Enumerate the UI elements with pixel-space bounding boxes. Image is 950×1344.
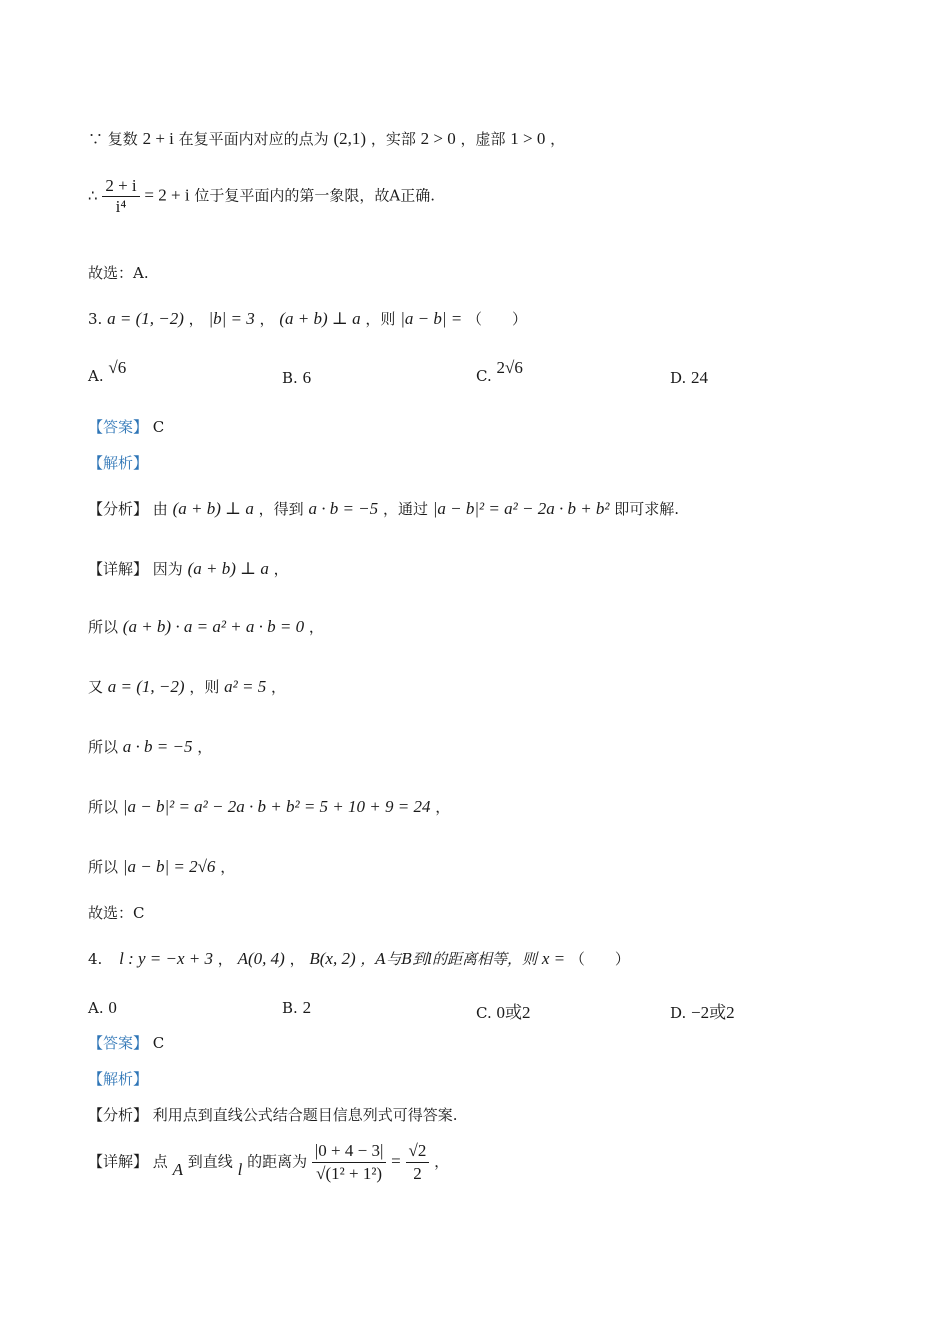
quadrant-text: 位于复平面内的第一象限，故A正确.	[194, 186, 435, 205]
complex-point-line	[88, 128, 565, 150]
q3-number: 3.	[88, 310, 103, 328]
q4-number: 4.	[88, 950, 103, 968]
fraction-numerator: 2 + i	[102, 176, 139, 197]
q3-xiangjie-6: 所以 |a − b| = 2√6 ，	[88, 857, 236, 876]
q3-option-d-value: 24	[691, 368, 709, 387]
q3-xiangjie-2: 所以 (a + b) · a = a² + a · b = 0 ，	[88, 617, 324, 636]
q3-option-a-value: √6	[108, 358, 127, 377]
q3-norm-b: |b| = 3	[208, 309, 255, 328]
fraction	[102, 176, 139, 217]
answer-tag: 【答案】	[88, 418, 149, 436]
fenxi-tag: 【分析】	[88, 500, 149, 518]
q3-option-d: D. 24	[670, 368, 709, 387]
q3-stem: 3. a = (1, −2) ， |b| = 3 ， (a + b) ⊥ a ，则 |a − b| = （ ）	[88, 309, 528, 328]
q4-xiangjie: 【详解】 点 A 到直线 l 的距离为 $\frac{|0 + 4 - 3|}{\text{√(1² + 1²)}}$ = $\frac{√2}{2}$ ，	[88, 1141, 450, 1183]
q4-answer	[88, 1032, 164, 1054]
q3-option-c-value: 2√6	[496, 358, 523, 377]
distance-fraction: $\frac{|0 + 4 - 3|}{\text{√(1² + 1²)}}$	[312, 1140, 386, 1185]
q3-xiangjie-4: 所以 a · b = −5 ，	[88, 737, 213, 756]
q3-xiangjie-3: 又 a = (1, −2) ，则 a² = 5 ，	[88, 677, 287, 696]
q3-answer	[88, 416, 164, 438]
answer-tag: 【答案】	[88, 1034, 149, 1052]
q3-option-a: A. √6	[88, 358, 127, 385]
q3-option-b: B. 6	[282, 368, 312, 387]
q4-paren: （ ）	[569, 950, 630, 968]
result-fraction: $\frac{√2}{2}$	[406, 1140, 430, 1185]
q4-condition: ，A与B到l的距离相等，则	[360, 950, 538, 968]
q4-analysis-tag: 【解析】	[88, 1070, 149, 1088]
q4-option-b: B. 2	[282, 998, 312, 1017]
q4-point-a: A(0, 4)	[237, 949, 285, 968]
q3-option-c: C. 2√6	[476, 358, 523, 385]
q4-option-d: D. −2或2	[670, 1003, 735, 1022]
fraction-denominator: i⁴	[115, 197, 127, 216]
real-part-value: 2 > 0	[420, 129, 456, 148]
xiangjie-tag: 【详解】	[88, 560, 149, 578]
q3-xiangjie-5: 所以 |a − b|² = a² − 2a · b + b² = 5 + 10 + 9 = 24 ，	[88, 797, 451, 816]
quadrant-conclusion-line	[88, 176, 435, 217]
real-part-label: ，实部	[370, 130, 416, 148]
q4-point-b: B(x, 2)	[309, 949, 356, 968]
therefore-text: ∴	[88, 186, 98, 205]
q3-analysis-tag: 【解析】	[88, 454, 149, 472]
because-text: ∵ 复数	[88, 130, 138, 148]
q4-target: x =	[541, 949, 566, 968]
answer-value: C	[152, 1034, 165, 1052]
q3-fenxi: 【分析】 由 (a + b) ⊥ a ，得到 a · b = −5 ，通过 |a − b|² = a² − 2a · b + b² 即可求解.	[88, 499, 680, 518]
imag-part-label: ，虚部	[460, 130, 506, 148]
q4-stem: 4. l : y = −x + 3 ， A(0, 4) ， B(x, 2) ，A与B到l的距离相等，则 x = （ ）	[88, 949, 630, 968]
q3-option-b-value: 6	[302, 368, 312, 387]
q3-target: |a − b| =	[400, 309, 463, 328]
complex-number: 2 + i	[142, 129, 174, 148]
q3-choose: 故选：C	[88, 904, 145, 922]
plane-text: 在复平面内对应的点为	[178, 130, 329, 148]
xiangjie-tag: 【详解】	[88, 1152, 149, 1171]
comma: ，	[550, 130, 566, 148]
q3-xiangjie-1: 【详解】 因为 (a + b) ⊥ a ，	[88, 559, 289, 578]
fraction-result: = 2 + i	[144, 185, 190, 205]
q3-paren: （ ）	[467, 310, 528, 328]
answer-value: C	[152, 418, 165, 436]
q4-fenxi: 【分析】 利用点到直线公式结合题目信息列式可得答案.	[88, 1106, 458, 1124]
fenxi-tag: 【分析】	[88, 1106, 149, 1124]
imag-part-value: 1 > 0	[510, 129, 546, 148]
q4-option-a: A. 0	[88, 998, 117, 1017]
q4-option-c: C. 0或2	[476, 1003, 531, 1022]
point-coordinates: (2,1)	[333, 129, 367, 148]
q4-line-l: l : y = −x + 3	[119, 949, 213, 968]
choose-a-line: 故选：A.	[88, 264, 149, 282]
q3-perp: (a + b) ⊥ a	[279, 309, 361, 328]
q3-vector-a: a = (1, −2)	[107, 309, 184, 328]
q3-then: ，则	[365, 310, 396, 328]
